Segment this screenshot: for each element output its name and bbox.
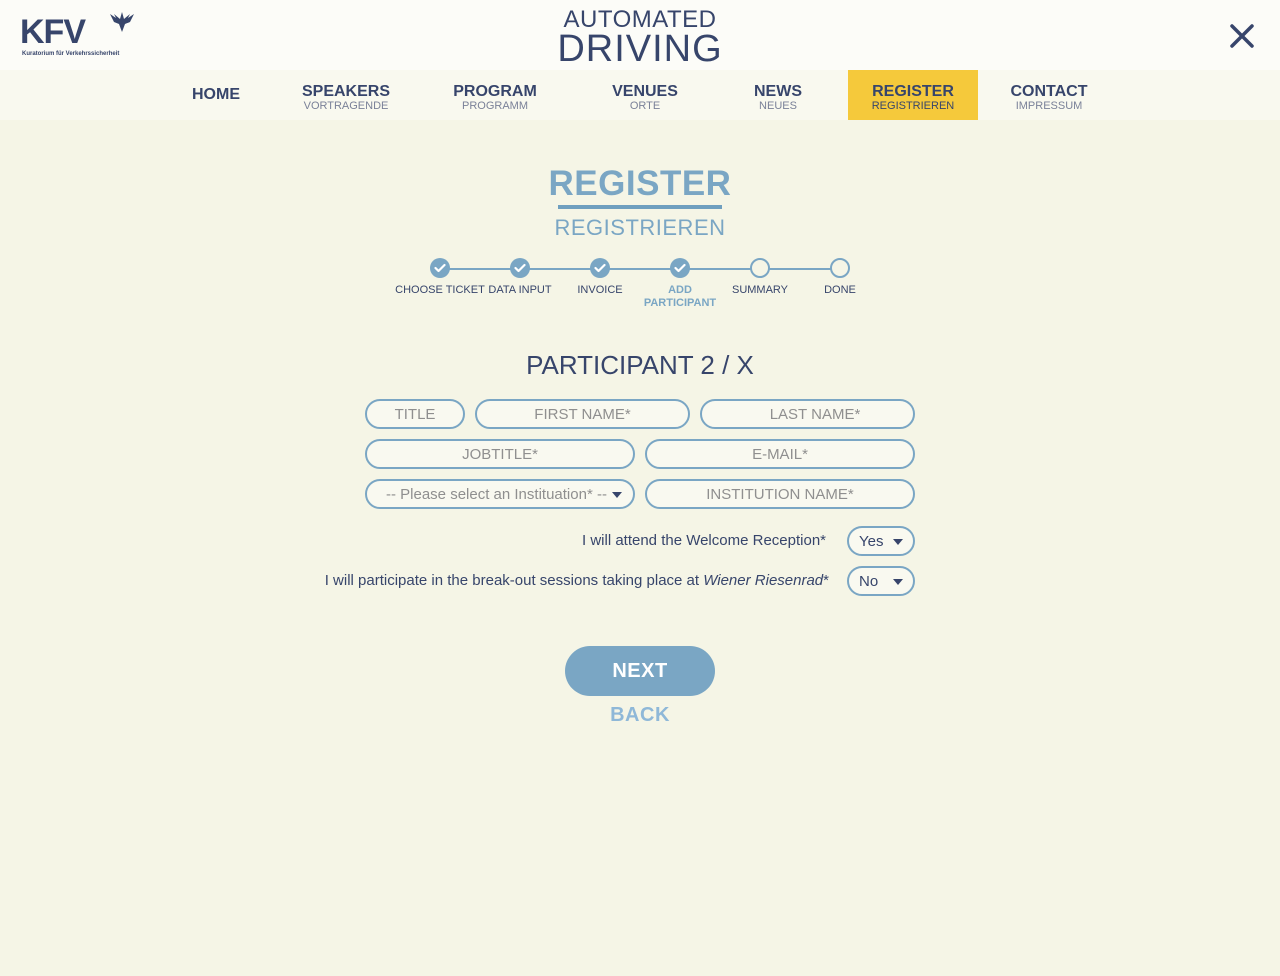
close-button[interactable]	[1226, 20, 1258, 52]
breakout-question-place: Wiener Riesenrad	[703, 572, 824, 589]
chevron-down-icon	[612, 492, 622, 498]
breakout-question-prefix: I will participate in the break-out sessions taking place at	[324, 572, 704, 589]
back-link[interactable]: BACK	[610, 704, 670, 726]
last-name-input[interactable]	[700, 399, 915, 429]
nav-venues[interactable]	[600, 70, 690, 120]
breakout-question	[300, 571, 829, 591]
nav-label: VENUES	[612, 83, 678, 100]
brand-line-2: DRIVING	[557, 28, 723, 70]
chevron-down-icon	[893, 579, 903, 585]
nav-label: SPEAKERS	[301, 83, 391, 100]
close-icon	[1226, 20, 1258, 52]
progress-steps	[395, 258, 880, 318]
check-icon	[674, 263, 686, 273]
logo-text: KFV	[20, 13, 85, 51]
breakout-select-value: No	[859, 573, 879, 590]
reception-select-value: Yes	[859, 533, 884, 550]
step-label: SUMMARY	[731, 284, 789, 296]
step-dot	[830, 258, 850, 278]
chevron-down-icon	[893, 539, 903, 545]
page-subtitle: REGISTRIEREN	[554, 215, 726, 240]
eagle-icon	[108, 12, 136, 34]
nav-label: REGISTER	[872, 83, 954, 100]
nav-label: HOME	[192, 86, 240, 103]
institution-select[interactable]	[365, 479, 635, 509]
step-label: INVOICE	[577, 284, 623, 296]
step-label: DONE	[824, 284, 856, 296]
title-input[interactable]	[365, 399, 465, 429]
check-icon	[434, 263, 446, 273]
check-icon	[594, 263, 606, 273]
next-button[interactable]: NEXT	[565, 646, 715, 696]
step-summary[interactable]	[715, 258, 805, 297]
reception-question: I will attend the Welcome Reception*	[581, 532, 826, 549]
check-icon	[514, 263, 526, 273]
first-name-input[interactable]	[475, 399, 690, 429]
nav-label: CONTACT	[1010, 83, 1088, 100]
event-brand[interactable]	[540, 8, 740, 68]
step-label: ADD PARTICIPANT	[643, 284, 717, 309]
step-invoice[interactable]	[555, 258, 645, 297]
step-dot	[510, 258, 530, 278]
kfv-logo[interactable]	[20, 12, 136, 60]
institution-name-input[interactable]	[645, 479, 915, 509]
page-title: REGISTER	[548, 164, 732, 203]
step-dot	[670, 258, 690, 278]
step-data-input[interactable]	[475, 258, 565, 297]
title-underline	[558, 205, 722, 209]
reception-select[interactable]	[847, 526, 915, 556]
step-dot	[750, 258, 770, 278]
main-nav	[0, 70, 1280, 120]
breakout-select[interactable]	[847, 566, 915, 596]
nav-news[interactable]	[738, 70, 818, 120]
step-dot	[430, 258, 450, 278]
logo-subtext: Kuratorium für Verkehrssicherheit	[22, 51, 120, 57]
step-choose-ticket[interactable]	[395, 258, 485, 297]
step-dot	[590, 258, 610, 278]
jobtitle-input[interactable]	[365, 439, 635, 469]
nav-sublabel: ORTE	[629, 100, 661, 112]
breakout-question-suffix: *	[823, 572, 829, 589]
email-input[interactable]	[645, 439, 915, 469]
participant-heading: PARTICIPANT 2 / X	[526, 350, 754, 380]
nav-home[interactable]	[176, 70, 256, 120]
nav-register[interactable]	[848, 70, 978, 120]
nav-sublabel: REGISTRIEREN	[871, 100, 955, 112]
step-add-participant[interactable]	[635, 258, 725, 310]
nav-speakers[interactable]	[296, 70, 396, 120]
nav-label: PROGRAM	[453, 83, 537, 100]
step-label: CHOOSE TICKET	[395, 284, 485, 296]
institution-select-value: -- Please select an Instituation* --	[386, 486, 607, 503]
brand-line-1: AUTOMATED	[563, 6, 717, 33]
nav-contact[interactable]	[1000, 70, 1098, 120]
nav-program[interactable]	[445, 70, 545, 120]
top-bar	[0, 0, 1280, 70]
step-done[interactable]	[795, 258, 885, 297]
nav-label: NEWS	[754, 83, 802, 100]
nav-sublabel: VORTRAGENDE	[303, 100, 389, 112]
nav-sublabel: IMPRESSUM	[1015, 100, 1083, 112]
step-label: DATA INPUT	[488, 284, 552, 296]
nav-sublabel: PROGRAMM	[462, 100, 528, 112]
nav-sublabel: NEUES	[759, 100, 797, 112]
